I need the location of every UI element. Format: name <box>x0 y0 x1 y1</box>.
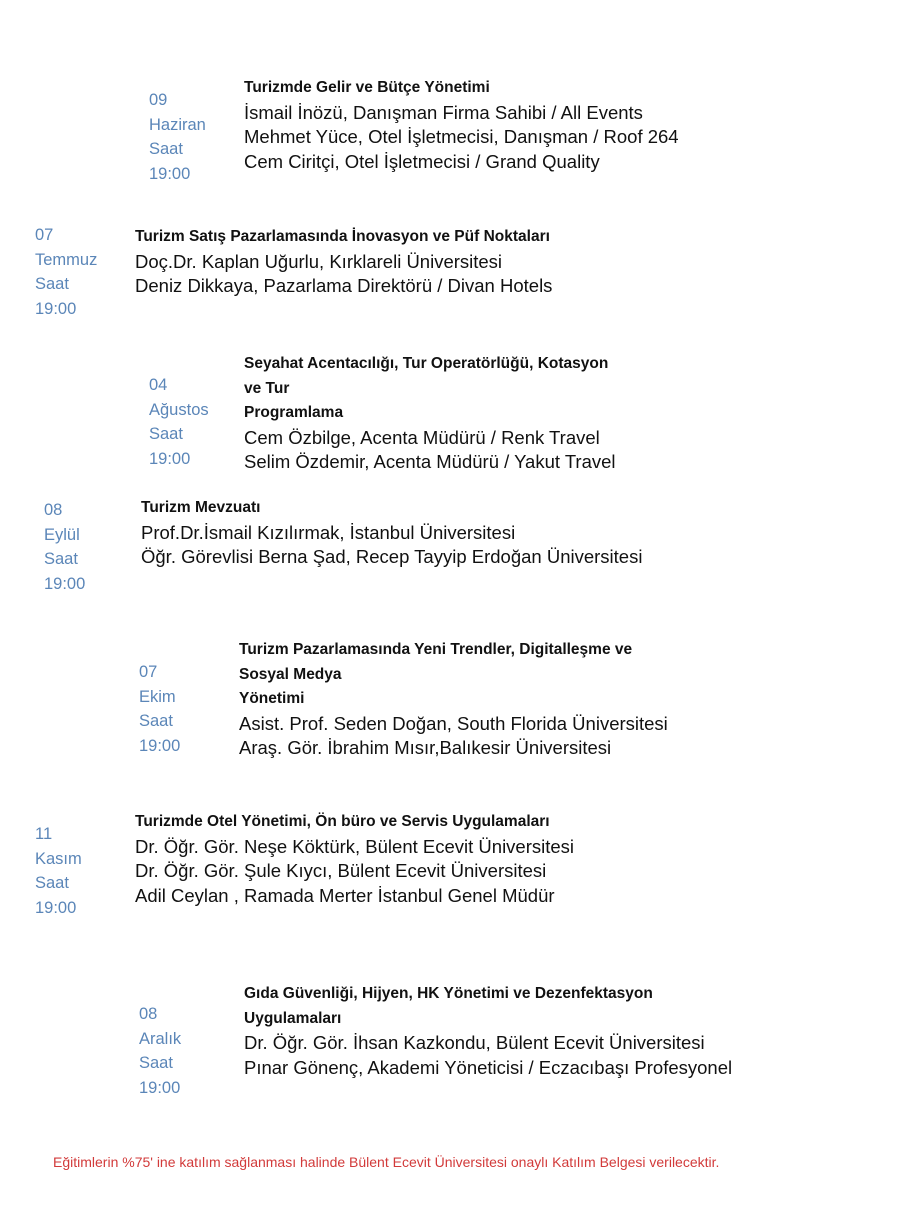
speaker: Doç.Dr. Kaplan Uğurlu, Kırklareli Üniversitesi <box>135 250 503 272</box>
event-month: Ekim <box>139 687 176 706</box>
event-day: 07 <box>35 226 54 244</box>
event-day: 04 <box>149 376 168 394</box>
event-content <box>141 496 642 570</box>
speaker: Öğr. Görevlisi Berna Şad, Recep Tayyip Erdoğan Üniversitesi <box>141 546 643 567</box>
event-month: Kasım <box>35 849 82 868</box>
event-title: Turizm Pazarlamasında Yeni Trendler, Digitalleşme ve Sosyal Medya <box>239 641 633 683</box>
event-title: Seyahat Acentacılığı, Tur Operatörlüğü, Kotasyon ve Tur <box>244 355 609 397</box>
speaker: Cem Özbilge, Acenta Müdürü / Renk Travel <box>244 426 600 448</box>
event-title: Turizmde Gelir ve Bütçe Yönetimi <box>244 79 490 96</box>
speaker: İsmail İnözü, Danışman Firma Sahibi / All Events <box>244 101 643 123</box>
event-date <box>35 822 82 920</box>
event-month: Aralık <box>139 1029 182 1048</box>
speaker: Araş. Gör. İbrahim Mısır,Balıkesir Üniversitesi <box>239 737 612 758</box>
speaker: Cem Ciritçi, Otel İşletmecisi / Grand Quality <box>244 150 600 172</box>
event-time: Saat 19:00 <box>139 1054 181 1097</box>
event-date <box>139 660 180 758</box>
event-time: Saat 19:00 <box>35 874 77 917</box>
event-month: Ağustos <box>149 400 209 419</box>
event-content <box>135 810 574 908</box>
speaker: Dr. Öğr. Gör. Şule Kıycı, Bülent Ecevit Üniversitesi <box>135 860 547 881</box>
event-month: Eylül <box>44 525 80 544</box>
event-date <box>35 223 97 321</box>
event-day: 11 <box>35 825 53 843</box>
event-content <box>244 352 616 475</box>
speaker: Dr. Öğr. Gör. Neşe Köktürk, Bülent Ecevit Üniversitesi <box>135 835 575 857</box>
event-time: Saat 19:00 <box>44 550 86 593</box>
event-date <box>139 1002 181 1100</box>
event-day: 08 <box>139 1005 158 1023</box>
speaker: Selim Özdemir, Acenta Müdürü / Yakut Travel <box>244 451 616 472</box>
event-date <box>44 498 85 596</box>
event-title-continued: Uygulamaları <box>244 1009 342 1027</box>
event-day: 07 <box>139 663 158 681</box>
event-time: Saat 19:00 <box>149 140 191 183</box>
speaker: Adil Ceylan , Ramada Merter İstanbul Genel Müdür <box>135 884 555 906</box>
speaker: Prof.Dr.İsmail Kızılırmak, İstanbul Üniversitesi <box>141 521 516 543</box>
speaker: Mehmet Yüce, Otel İşletmecisi, Danışman / Roof 264 <box>244 126 679 147</box>
speaker: Pınar Gönenç, Akademi Yöneticisi / Eczacıbaşı Profesyonel <box>244 1056 733 1078</box>
event-date <box>149 88 206 186</box>
event-time: Saat 19:00 <box>149 425 191 468</box>
event-content <box>239 638 668 761</box>
event-time: Saat 19:00 <box>35 275 77 318</box>
event-time: Saat 19:00 <box>139 712 181 755</box>
event-title: Gıda Güvenliği, Hijyen, HK Yönetimi ve Dezenfektasyon <box>244 985 653 1002</box>
speaker: Deniz Dikkaya, Pazarlama Direktörü / Divan Hotels <box>135 275 553 296</box>
event-month: Temmuz <box>35 250 98 269</box>
event-title-continued: Yönetimi <box>239 690 305 707</box>
event-content <box>135 225 552 299</box>
speaker: Dr. Öğr. Gör. İhsan Kazkondu, Bülent Ecevit Üniversitesi <box>244 1032 705 1053</box>
event-title: Turizm Mevzuatı <box>141 499 261 516</box>
speaker: Asist. Prof. Seden Doğan, South Florida Üniversitesi <box>239 712 668 734</box>
event-date <box>149 373 209 471</box>
event-day: 08 <box>44 501 63 519</box>
event-title-continued: Programlama <box>244 404 344 421</box>
event-month: Haziran <box>149 115 206 134</box>
event-title: Turizm Satış Pazarlamasında İnovasyon ve Püf Noktaları <box>135 228 550 245</box>
event-content <box>244 76 679 174</box>
event-day: 09 <box>149 91 168 109</box>
certificate-note: Eğitimlerin %75' ine katılım sağlanması halinde Bülent Ecevit Üniversitesi onaylı Katılım Belgesi verilecektir. <box>53 1154 720 1170</box>
event-content <box>244 982 732 1080</box>
event-title: Turizmde Otel Yönetimi, Ön büro ve Servis Uygulamaları <box>135 813 550 830</box>
